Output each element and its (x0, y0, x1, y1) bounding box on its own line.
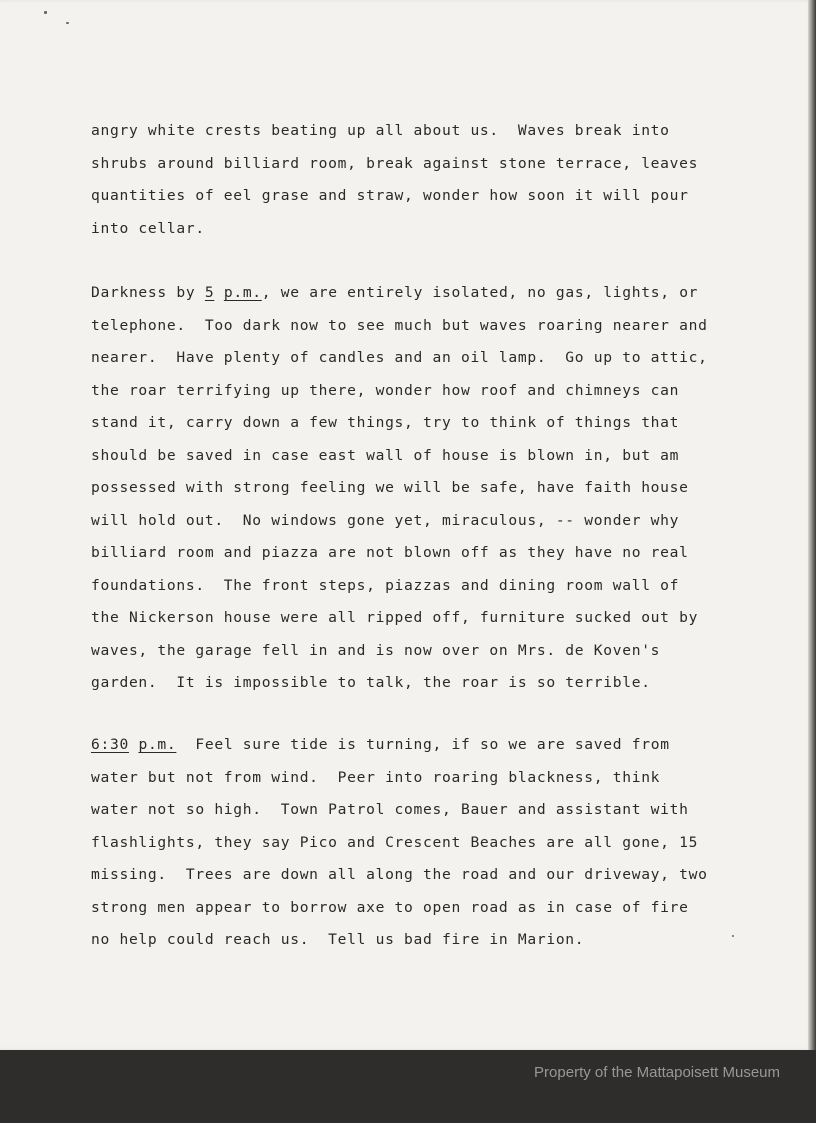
text-line: the Nickerson house were all ripped off, furniture sucked out by (91, 609, 699, 626)
paragraph-3 (91, 729, 708, 957)
text-line: waves, the garage fell in and is now over on Mrs. de Koven's (91, 641, 661, 659)
text-line: shrubs around billiard room, break against stone terrace, leaves (91, 154, 699, 172)
text-line: water not so high. Town Patrol comes, Bauer and assistant with (91, 801, 689, 818)
line-text: Feel sure tide is turning, if so we are saved from (176, 736, 670, 753)
paper-edge (808, 0, 816, 1052)
text-line (91, 729, 708, 762)
text-line: garden. It is impossible to talk, the roar is so terrible. (91, 674, 651, 691)
time-unit: p.m. (138, 736, 177, 753)
text-line: nearer. Have plenty of candles and an oil lamp. Go up to attic, (91, 349, 708, 366)
text-line: foundations. The front steps, piazzas and dining room wall of (91, 576, 680, 594)
text-line: strong men appear to borrow axe to open road as in case of fire (91, 898, 689, 916)
text-line: flashlights, they say Pico and Crescent Beaches are all gone, 15 (91, 833, 699, 851)
text-line: stand it, carry down a few things, try to think of things that (91, 414, 680, 431)
text-line: possessed with strong feeling we will be safe, have faith house (91, 479, 689, 496)
paper-speck (732, 935, 734, 937)
line-text: Darkness by (91, 284, 205, 301)
text-line: will hold out. No windows gone yet, miraculous, -- wonder why (91, 511, 680, 529)
text-line: missing. Trees are down all along the road and our driveway, two (91, 866, 708, 883)
text-line: no help could reach us. Tell us bad fire in Marion. (91, 931, 585, 948)
paragraph-2 (91, 277, 708, 700)
paper-speck (66, 22, 69, 24)
time-clock: 6:30 (91, 736, 129, 753)
text-line: the roar terrifying up there, wonder how roof and chimneys can (91, 381, 680, 399)
text-line: angry white crests beating up all about us. Waves break into (91, 122, 670, 139)
text-line: quantities of eel grase and straw, wonder how soon it will pour (91, 187, 689, 204)
footer-bar (0, 1050, 816, 1123)
text-line: water but not from wind. Peer into roaring blackness, think (91, 768, 661, 786)
time-hour: 5 (204, 284, 215, 301)
paragraph-3-lines (91, 762, 708, 957)
paper-speck (44, 11, 47, 14)
time-unit: p.m. (223, 284, 262, 301)
paragraph-1 (91, 115, 698, 245)
line-text: , we are entirely isolated, no gas, lights, or (261, 284, 699, 301)
text-line: billiard room and piazza are not blown off as they have no real (91, 544, 689, 561)
paragraph-2-lines (91, 310, 708, 700)
text-line (91, 277, 708, 310)
text-line: should be saved in case east wall of house is blown in, but am (91, 446, 680, 464)
text-line: telephone. Too dark now to see much but waves roaring nearer and (91, 316, 708, 334)
text-line: into cellar. (91, 219, 205, 237)
museum-credit: Property of the Mattapoisett Museum (534, 1064, 780, 1081)
